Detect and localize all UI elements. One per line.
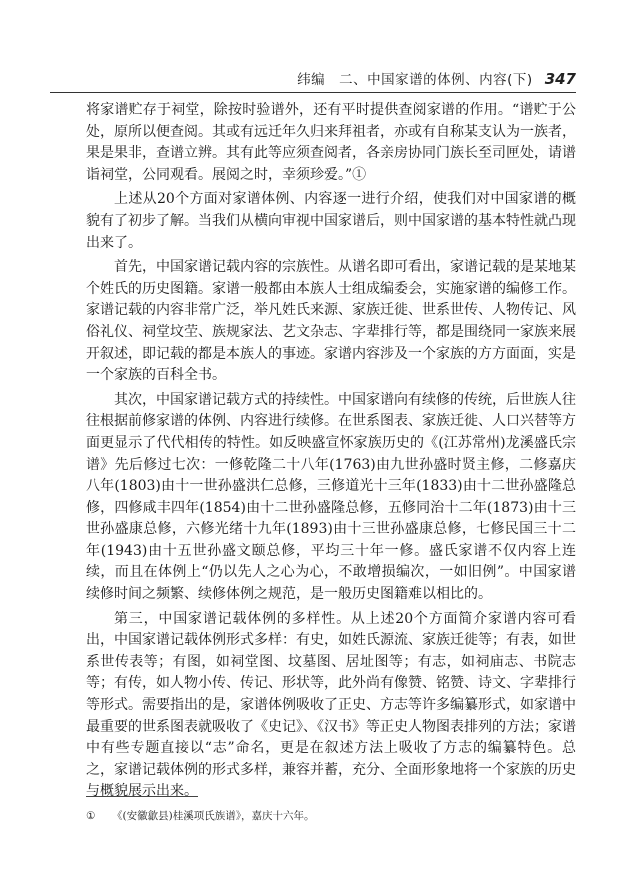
paragraph: 第三，中国家谱记载体例的多样性。从上述20个方面简介家谱内容可看出，中国家谱记载体例形式多样：有史，如姓氏源流、家族迁徙等；有表，如世系世传表等；有图，如祠堂图、坟墓图、居址图等；有志，如祠庙志、书院志等；有传，如人物小传、传记、形状等，此外尚有像赞、铭赞、诗文、字辈排行等形式。需要指出的是，家谱体例吸收了正史、方志等许多编纂形式，如家谱中最重要的世系图表就吸收了《史记》、《汉书》等正史人物图表排列的方法；家谱中有些专题直接以“志”命名，更是在叙述方法上吸收了方志的编纂特色。总之，家谱记载体例的形式多样，兼容并蓄，充分、全面形象地将一个家族的历史与概貌展示出来。 [86,610,576,800]
footnote-rule [86,796,198,797]
running-header [50,62,576,88]
footnote-mark: ① [86,810,96,822]
running-header-section: 纬编 二、中国家谱的体例、内容(下) [297,72,533,88]
paragraph: 将家谱贮存于祠堂，除按时验谱外，还有平时提供查阅家谱的作用。“谱贮于公处，原所以便查阅。其或有远迁年久归来拜祖者，亦或有自称某支认为一族者，果是果非，查谱立辨。其有此等应须查阅者，各亲房协同门族长至司匣处，请谱诣祠堂，公同观看。展阅之时，幸须珍爱。”① [86,102,576,183]
footnote-text: 《(安徽歙县)桂溪项氏族谱》，嘉庆十六年。 [112,810,315,822]
paragraph: 其次，中国家谱记载方式的持续性。中国家谱向有续修的传统，后世族人往往根据前修家谱的体例、内容进行续修。在世系图表、家族迁徙、人口兴替等方面更显示了代代相传的特性。如反映盛宣怀家族历史的《(江苏常州)龙溪盛氏宗谱》先后修过七次：一修乾隆二十八年(1763)由九世孙盛时贤主修，二修嘉庆八年(1803)由十一世孙盛洪仁总修，三修道光十三年(1833)由十二世孙盛隆总修，四修咸丰四年(1854)由十二世孙盛隆总修，五修同治十二年(1873)由十三世孙盛康总修，六修光绪十九年(1893)由十三世孙盛康总修，七修民国三十二年(1943)由十五世孙盛文颐总修，平均三十年一修。盛氏家谱不仅内容上连续，而且在体例上“仍以先人之心为心，不敢增损编次，一如旧例”。中国家谱续修时间之频繁、续修体例之规范，是一般历史图籍难以相比的。 [86,391,576,603]
paragraph: 上述从20个方面对家谱体例、内容逐一进行介绍，使我们对中国家谱的概貌有了初步了解。当我们从横向审视中国家谱后，则中国家谱的基本特性就凸现出来了。 [86,191,576,251]
footnote [86,808,566,824]
body-text [86,100,576,803]
paragraph: 首先，中国家谱记载内容的宗族性。从谱名即可看出，家谱记载的是某地某个姓氏的历史图籍。家谱一般都由本族人士组成编委会，实施家谱的编修工作。家谱记载的内容非常广泛，举凡姓氏来源、家族迁徙、世系世传、人物传记、风俗礼仪、祠堂坟茔、族规家法、艺文杂志、字辈排行等，都是围绕同一家族来展开叙述，即记载的都是本族人的事迹。家谱内容涉及一个家族的方方面面，实是一个家族的百科全书。 [86,259,576,384]
page-number: 347 [544,70,576,88]
header-rule [50,92,576,93]
